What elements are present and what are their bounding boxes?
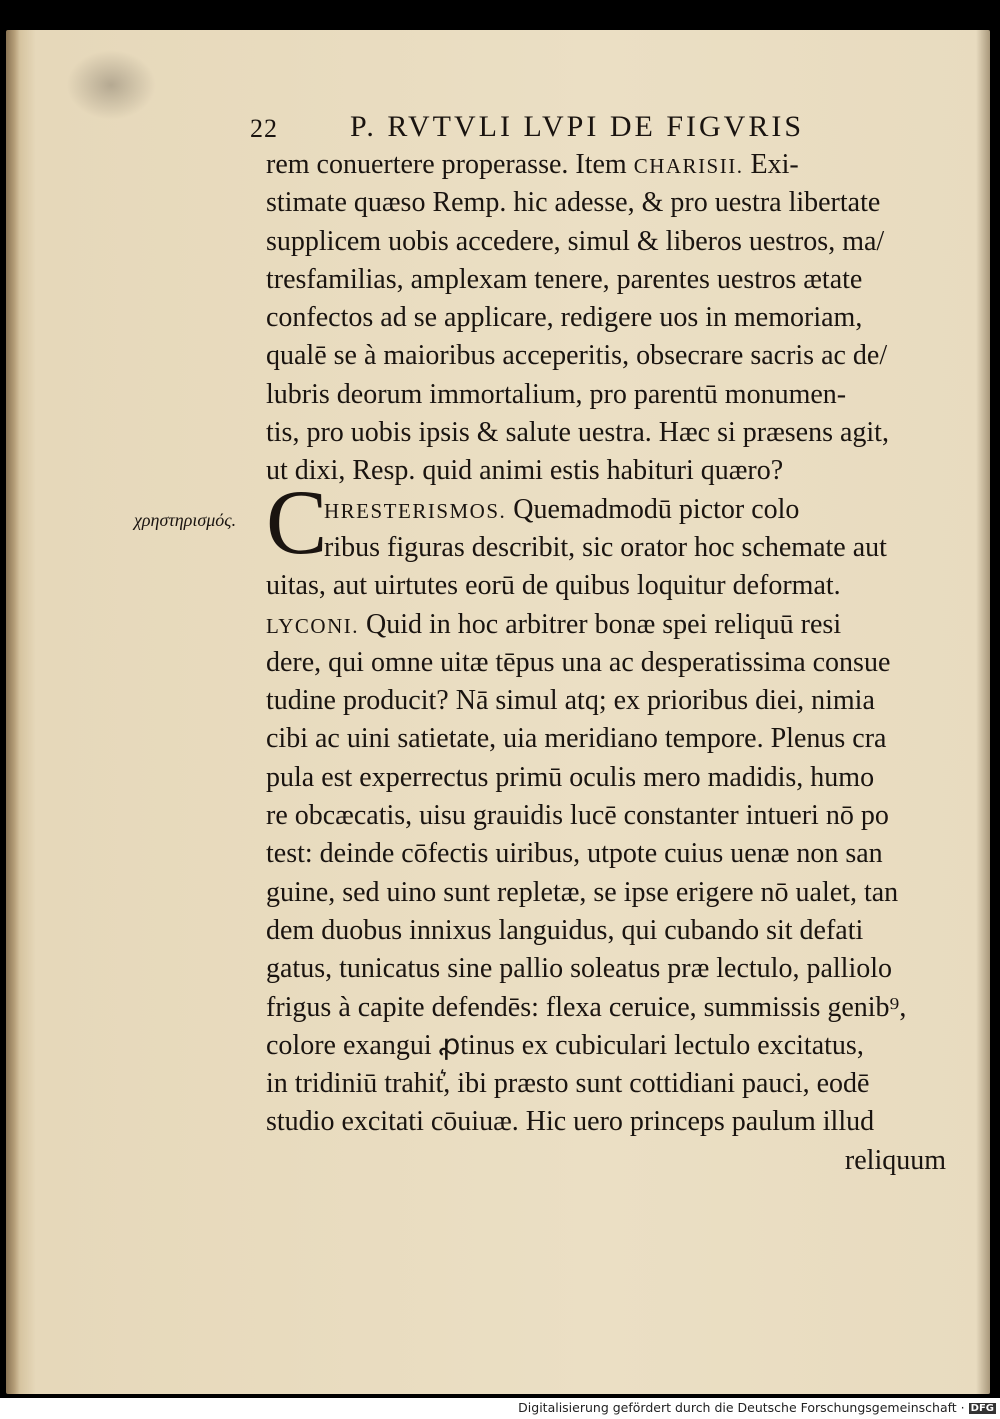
- text-line: supplicem uobis accedere, simul & liberos uestros, ma/: [266, 225, 885, 257]
- text-line: confectos ad se applicare, redigere uos in memoriam,: [266, 302, 863, 334]
- text-line: cibi ac uini satietate, uia meridiano tempore. Plenus cra: [266, 723, 887, 755]
- text-line: re obcæcatis, uisu grauidis lucē constanter intueri nō po: [266, 800, 889, 832]
- text-line: qualē se à maioribus acceperitis, obsecrare sacris ac de/: [266, 340, 888, 372]
- text-segment: rem conuertere properasse. Item: [266, 149, 634, 180]
- text-line: [266, 146, 956, 184]
- text-line: test: deinde cōfectis uiribus, utpote cuius uenæ non san: [266, 838, 883, 870]
- dfg-logo: DFG: [970, 1403, 994, 1414]
- text-line: uitas, aut uirtutes eorū de quibus loquitur deformat.: [266, 570, 841, 602]
- footer-text: Digitalisierung gefördert durch die Deutsche Forschungsgemeinschaft ·: [518, 1400, 965, 1415]
- digitization-credit: [518, 1400, 996, 1415]
- text-block: [266, 146, 956, 1180]
- text-line: [266, 491, 956, 529]
- small-caps-name: HRESTERISMOS.: [324, 498, 507, 523]
- text-line: ribus figuras describit, sic orator hoc schemate aut: [324, 531, 887, 563]
- text-line: guine, sed uino sunt repletæ, se ipse erigere nō ualet, tan: [266, 876, 899, 908]
- text-line: tresfamilias, amplexam tenere, parentes uestros ætate: [266, 263, 863, 295]
- small-caps-name: CHARISII.: [633, 154, 744, 178]
- drop-initial: C: [266, 471, 328, 573]
- text-line: stimate quæso Remp. hic adesse, & pro uestra libertate: [266, 187, 881, 219]
- page-stain: [66, 50, 156, 120]
- text-segment: Quid in hoc arbitrer bonæ spei reliquū resi: [358, 608, 842, 640]
- running-title: P. RVTVLI LVPI DE FIGVRIS: [350, 110, 805, 143]
- text-line: tudine producit? Nā simul atq; ex prioribus diei, nimia: [266, 685, 875, 717]
- text-line: dem duobus innixus languidus, qui cubando sit defati: [266, 914, 864, 946]
- text-line: [266, 606, 956, 644]
- text-segment: Quemadmodū pictor colo: [506, 493, 800, 525]
- text-line: ut dixi, Resp. quid animi estis habituri quæro?: [266, 455, 784, 487]
- page-edge-shadow: [976, 30, 990, 1394]
- folio-number: 22: [250, 114, 278, 143]
- text-line: frigus à capite defendēs: flexa ceruice, summissis genib⁹,: [266, 991, 907, 1023]
- text-lines: [266, 146, 956, 1180]
- text-line: dere, qui omne uitæ tēpus una ac desperatissima consue: [266, 646, 891, 678]
- running-head: [250, 110, 890, 146]
- text-line: colore exangui ꝓtinus ex cubiculari lectulo excitatus,: [266, 1029, 864, 1061]
- small-caps-name: LYCONI.: [266, 613, 359, 638]
- margin-note: χρηστηρισμός.: [134, 510, 237, 530]
- text-line: gatus, tunicatus sine pallio soleatus præ lectulo, palliolo: [266, 953, 893, 985]
- text-segment: Exi-: [743, 149, 799, 180]
- text-line: lubris deorum immortalium, pro parentū monumen-: [266, 378, 847, 410]
- text-line: in tridiniū trahit͛, ibi præsto sunt cottidiani pauci, eodē: [266, 1068, 870, 1100]
- text-line: tis, pro uobis ipsis & salute uestra. Hæc si præsens agit,: [266, 417, 889, 449]
- text-line: pula est experrectus primū oculis mero madidis, humo: [266, 761, 875, 793]
- text-line: studio excitati cōuiuæ. Hic uero princeps paulum illud: [266, 1106, 875, 1138]
- text-line: reliquum: [844, 1144, 946, 1176]
